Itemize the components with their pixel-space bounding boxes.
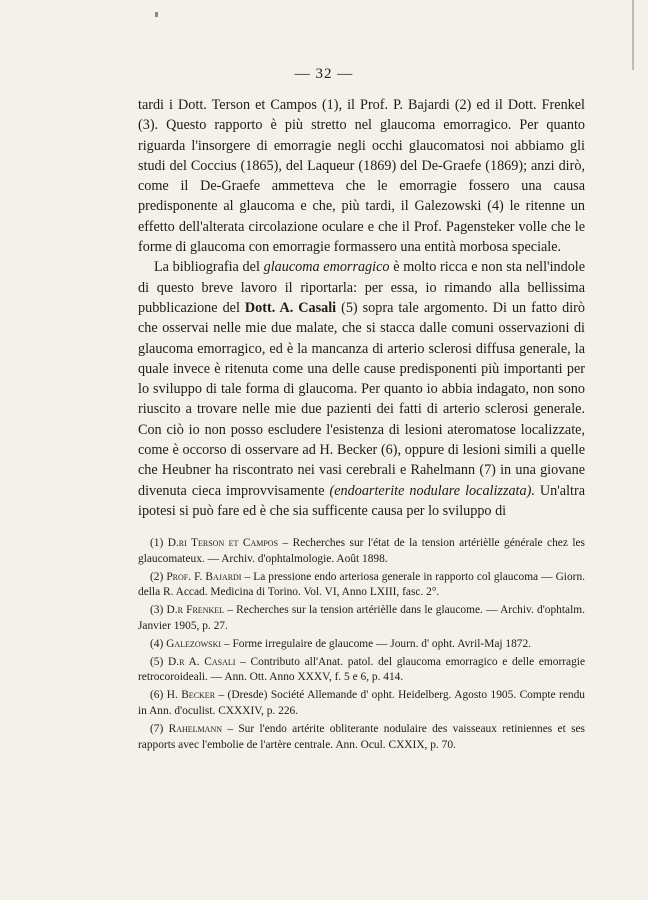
footnote <box>138 536 585 568</box>
footnote-author: D.r A. Casali <box>168 655 236 668</box>
footnote-number: (3) <box>150 604 164 617</box>
footnote-number: (4) <box>150 637 164 650</box>
footnote-text: – Recherches sur la tension artérièlle dans le glaucome. — Archiv. d'ophtalm. Janvier 1905, p. 27. <box>138 604 585 632</box>
scan-edge-mark <box>632 0 634 70</box>
footnote-author: D.r Frenkel <box>166 604 225 617</box>
footnote-text: – (Dresde) Société Allemande d' opht. Heidelberg. Agosto 1905. Compte rendu in Ann. d'oculist. CXXXIV, p. 226. <box>138 689 585 717</box>
footnote-text: – Sur l'endo artérite obliterante nodulaire des vaisseaux retiniennes et ses rapports avec l'embolie de l'artère centrale. Ann. Ocul. CXXIX, p. 70. <box>138 722 585 751</box>
footnote-text: – La pressione endo arteriosa generale in rapporto col glaucoma — Giorn. della R. Accad. Medicina di Torino. Vol. VI, Anno LXIII, fasc. 2°. <box>138 570 585 599</box>
footnote <box>138 655 585 687</box>
footnote-number: (2) <box>150 570 164 583</box>
footnote <box>138 637 585 653</box>
footnote-author: D.ri Terson et Campos <box>167 537 279 549</box>
footnote-text: – Contributo all'Anat. patol. del glaucoma emorragico e delle emorragie retrocoroideali. — Ann. Ott. Anno XXXV, f. 5 e 6, p. 414. <box>138 655 586 684</box>
footnote-author: H. Becker <box>166 689 216 702</box>
footnote <box>138 688 585 720</box>
paragraph-2 <box>138 257 585 521</box>
page-number: — 32 — <box>294 66 354 82</box>
footnote-text: – Recherches sur l'état de la tension artérièlle générale chez les glaucomateux. — Archiv. d'ophtalmologie. Août 1898. <box>138 537 585 565</box>
main-text <box>138 95 585 521</box>
paragraph-2-text-a: La bibliografia del <box>154 259 260 276</box>
footnote-number: (7) <box>150 722 164 735</box>
footnote-author: Prof. F. Bajardi <box>166 570 242 583</box>
footnote-text: – Forme irregulaire de glaucome — Journ. d' opht. Avril-Maj 1872. <box>223 637 532 650</box>
paragraph-2-text-b: è molto ricca e non sta nell'indole di questo breve lavoro il riportarla: per essa, io rimando alla bellissima pubblicazione del <box>138 259 586 316</box>
paragraph-2-text-c: (5) sopra tale argomento. Di un fatto dirò che osservai nelle mie due malate, che si stacca dalle comuni osservazioni di glaucoma emorragico, ed è la mancanza di arterio sclerosi diffusa generale, la quale invece è ritenuta come una delle cause predisponenti più importanti per lo sviluppo di tale forma di glaucoma. Per quanto io abbia indagato, non sono riuscito a trovare nelle mie due pazienti dei fatti di arterio sclerosi generale. Con ciò io non posso escludere l'esistenza di lesioni ateromatose localizzate, come è occorso di osservare ad H. Becker (6), oppure di lesioni simili a quelle che Heubner ha riscontrato nei vasi cerebrali e Rahelmann (7) in una giovane divenuta cieca improvvisamente <box>138 299 585 499</box>
footnote <box>138 570 585 602</box>
footnote-number: (1) <box>150 537 164 549</box>
italic-term-endoarterite: (endoarterite nodulare localizzata). <box>329 482 535 499</box>
footnote <box>138 603 585 635</box>
italic-term-glaucoma-emorragico: glaucoma emorragico <box>263 259 390 276</box>
scan-dust-speck <box>155 12 158 17</box>
paragraph-1: tardi i Dott. Terson et Campos (1), il Prof. P. Bajardi (2) ed il Dott. Frenkel (3). Questo rapporto è più stretto nel glaucoma emorragico. Per quanto riguarda l'insorgere di emorragie negli occhi glaucomatosi noi abbiamo gli studi del Coccius (1865), del Laqueur (1869) del De-Graefe (1869); anzi dirò, come il De-Graefe ammetteva che le emorragie fossero una causa predisponente al glaucoma e che, più tardi, il Galezowski (4) le ritenne un effetto dell'alterata circolazione oculare e che il Prof. Pagensteker volle che le forme di glaucoma con emorragie formassero una entità morbosa speciale. <box>138 97 585 256</box>
footnote-number: (6) <box>150 689 164 702</box>
footnote-number: (5) <box>150 655 164 668</box>
footnote <box>138 722 585 754</box>
bold-author-casali: Dott. A. Casali <box>244 299 337 316</box>
footnotes <box>138 536 585 755</box>
footnote-author: Galezowski <box>166 637 222 650</box>
footnote-author: Rahelmann <box>168 722 222 735</box>
paragraph-2-text-d: Un'altra ipotesi si può fare ed è che sia sufficente causa per lo sviluppo di <box>138 482 585 519</box>
